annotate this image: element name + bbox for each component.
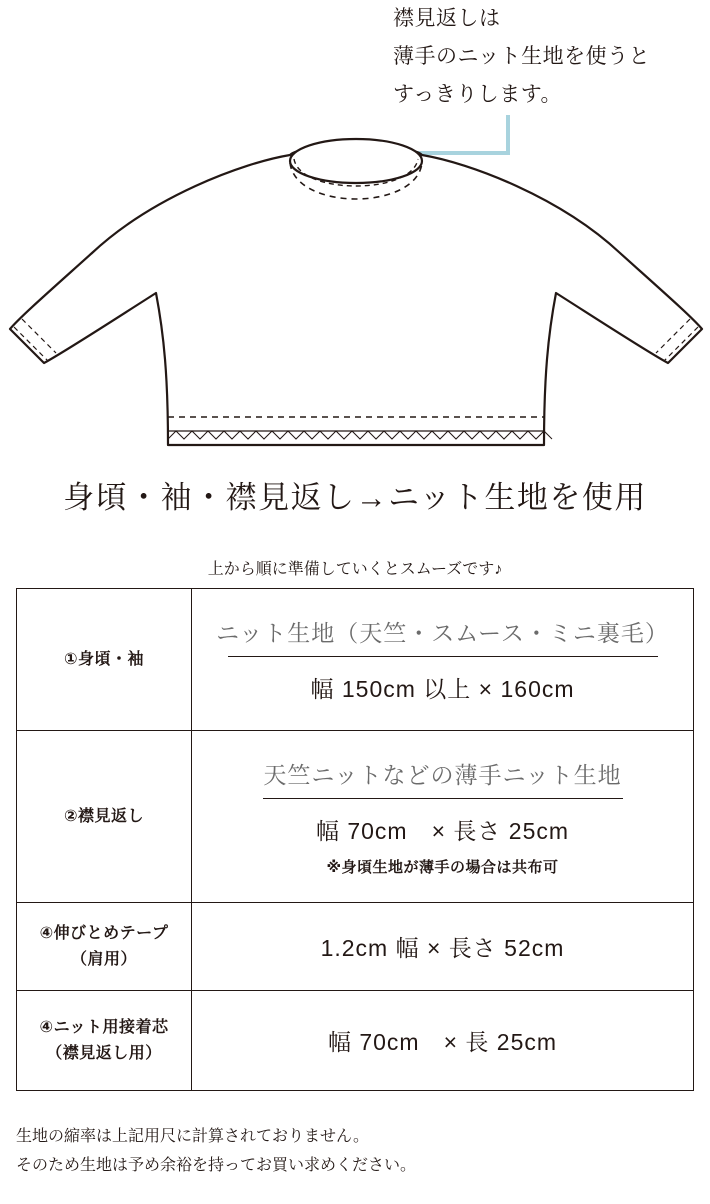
- row-value-interfacing: [192, 991, 694, 1091]
- row-value-stay-tape: [192, 903, 694, 991]
- fabric-note-text: ※身頃生地が薄手の場合は共布可: [326, 858, 559, 876]
- annotation-line-2: 薄手のニット生地を使うと: [393, 45, 651, 68]
- footer-note: [16, 1122, 694, 1180]
- dolman-top-svg: [0, 115, 710, 465]
- table-row: [17, 589, 694, 731]
- table-row: [17, 731, 694, 903]
- fabric-type-text: ニット生地（天竺・スムース・ミニ裏毛）: [216, 620, 669, 646]
- page-title: 身頃・袖・襟見返し→ニット生地を使用: [63, 480, 647, 515]
- row-label-stay-tape: [17, 903, 192, 991]
- row-label-line-1: ④ニット用接着芯: [39, 1018, 169, 1036]
- row-label-line-2: （襟見返し用）: [46, 1044, 162, 1062]
- tape-size-text: 1.2cm 幅 × 長さ 52cm: [320, 935, 565, 961]
- annotation-line-3: すっきりします。: [393, 83, 563, 106]
- row-label-neck-facing: ②襟見返し: [17, 731, 192, 903]
- garment-illustration: [0, 115, 710, 465]
- footer-line-2: そのため生地は予め余裕を持ってお買い求めください。: [16, 1157, 417, 1174]
- sub-note: 上から順に準備していくとスムーズです♪: [207, 561, 503, 578]
- table-row: [17, 991, 694, 1091]
- table-row: [17, 903, 694, 991]
- annotation-line-1: 襟見返しは: [393, 7, 501, 30]
- materials-table: [16, 588, 694, 1091]
- annotation-text: [393, 0, 703, 114]
- interfacing-size-text: 幅 70cm × 長 25cm: [327, 1029, 558, 1055]
- divider: [228, 656, 658, 657]
- row-label-interfacing: [17, 991, 192, 1091]
- row-label-line-1: ④伸びとめテープ: [39, 924, 169, 942]
- row-label-body-sleeve: ①身頃・袖: [17, 589, 192, 731]
- divider: [263, 798, 623, 799]
- row-value-neck-facing: [192, 731, 694, 903]
- fabric-size-text: 幅 150cm 以上 × 160cm: [310, 676, 575, 702]
- fabric-type-text: 天竺ニットなどの薄手ニット生地: [263, 761, 622, 788]
- footer-line-1: 生地の縮率は上記用尺に計算されておりません。: [16, 1128, 369, 1145]
- fabric-size-text: 幅 70cm × 長さ 25cm: [315, 817, 570, 844]
- row-value-body-sleeve: [192, 589, 694, 731]
- row-label-line-2: （肩用）: [70, 950, 137, 968]
